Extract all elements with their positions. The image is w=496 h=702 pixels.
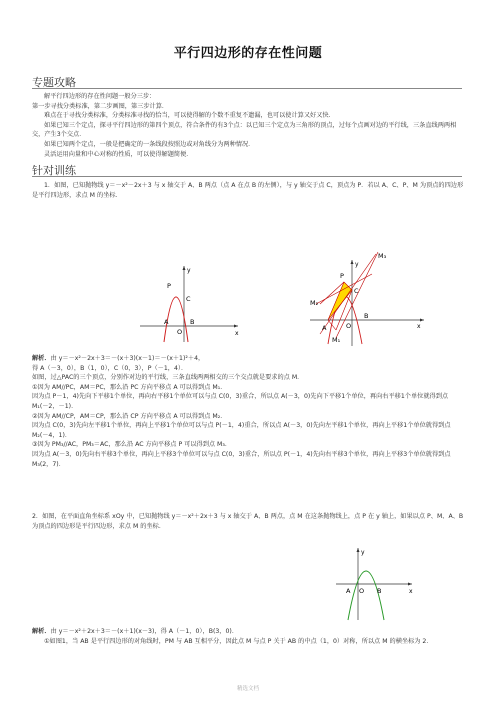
x-axis-label: x [417,323,421,330]
solution-1-line-5: ②因为 AM//CP，AM＝CP，那么沿 CP 方向平移点 A 可以得到点 M₂． [32,412,227,420]
point-c-label: C [354,287,359,295]
point-a-label: A [322,324,327,332]
figure-parallelograms [306,246,428,350]
solution-1-line-3: ①因为 AM//PC，AM＝PC，那么沿 PC 方向平移点 A 可以得到点 M₁． [32,383,227,391]
x-axis-label: x [409,588,413,595]
point-a-label: A [164,318,169,326]
point-b-label: B [364,312,369,320]
y-axis-label: y [187,267,191,274]
x-axis-label: x [235,330,239,337]
problem-2 [32,512,466,531]
solution-1-line-1: 得 A（－3，0），B（1，0），C（0，3），P（－1，4）． [32,364,188,372]
point-a-label: A [346,587,351,595]
problem-1-text: 1．如图，已知抛物线 y＝－x²－2x＋3 与 x 轴交于 A、B 两点（点 A 在点 B 的左侧），与 y 轴交于点 C，顶点为 P．若以 A、C、P、M 为顶点的四边形是平行四边形，求点 M 的坐标． [32,182,464,199]
solution-1-line-4: 因为点 P－1，4)先向下平移1个单位，再向右平移1个单位可以与点 C(0，3)重合，所以点 A(－3，0)先向下平移1个单位，再向右平移1个单位就得到点 M₁(－2，－1)． [32,393,449,410]
solution-1-equation: 由 y＝－x²－2x＋3＝－(x＋3)(x－1)＝－(x＋1)²＋4， [50,355,205,362]
solution-1-line-2: 如图，过△PAC的三个顶点，分别作对边的平行线，三条直线两两相交的三个交点就是要求的点 M． [32,374,304,382]
solution-1 [32,354,466,469]
strategy-line-5: 如果已知两个定点，一般是把确定的一条线段按照边或对角线分为两种情况． [44,140,255,148]
solution-2 [32,627,466,646]
section-heading-practice: 针对训练 [32,164,76,177]
solution-1-line-6: 因为点 C(0，3)先向左平移1个单位，再向上平移1个单位可以与点 P(－1，4)重合，所以点 A(－3，0)先向左平移1个单位，再向上平移1个单位就得到点 M₂(－4，1)． [32,422,451,439]
strategy-line-6: 灵活运用向量和中心对称的性质，可以使得解题简便． [44,150,193,158]
figure-parabola-2 [332,544,416,622]
strategy-line-1: 解平行四边形的存在性问题一般分三步： [44,93,156,100]
solution-2-equation: 由 y＝－x²＋2x＋3＝－(x＋1)(x－3)，得 A（－1，0），B(3，0)． [50,628,239,635]
point-c-label: C [186,295,191,303]
page-footer: 精选文档 [236,686,259,692]
origin-label: O [177,328,183,336]
origin-label: O [346,322,352,330]
y-axis-label: y [361,549,365,556]
point-p-label: P [167,282,171,290]
figure-parabola-1 [134,262,244,344]
strategy-line-3: 难点在于寻找分类标准，分类标准寻找的恰当，可以使得解的个数不重复不遗漏，也可以使计算又好又快． [44,112,335,120]
page-title: 平行四边形的存在性问题 [173,46,323,61]
solution-2-head: 解析． [32,628,51,635]
solution-2-line: ①如图1，当 AB 是平行四边形的对角线时，PM 与 AB 互相平分，因此点 M 与点 P 关于 AB 的中点（1，0）对称，所以点 M 的横坐标为 2． [44,637,433,645]
strategy-text [32,92,466,159]
problem-2-text: 2．如图，在平面直角坐标系 xOy 中，已知抛物线 y＝－x²＋2x＋3 与 x 轴交于 A、B 两点，点 M 在这条抛物线上，点 P 在 y 轴上，如果以点 P、M、A、B 为顶点的四边形是平行四边形，求点 M 的坐标． [32,513,464,530]
point-b-label: B [377,587,382,595]
section-divider [32,88,462,89]
point-m3-label: M₃ [378,252,387,260]
problem-1 [32,181,466,200]
point-m1-label: M₁ [332,336,341,344]
solution-1-line-7: ③因为 PM₃//AC，PM₃＝AC，那么沿 AC 方向平移点 P 可以得到点 M₃． [32,441,232,449]
solution-1-line-8: 因为点 A(－3，0)先向右平移3个单位，再向上平移3个单位可以与点 C(0，3)重合，所以点 P(－1，4)先向右平移3个单位，再向上平移3个单位就得到点 M₃(2，7)． [32,450,451,468]
solution-1-head: 解析． [32,355,51,362]
point-p-label: P [340,272,344,280]
point-b-label: B [190,318,195,326]
section-heading-strategy: 专题攻略 [32,76,76,89]
strategy-line-2: 第一步寻找分类标准，第二步画图，第三步计算． [32,102,169,110]
y-axis-label: y [355,261,359,268]
point-m2-label: M₂ [310,299,319,307]
strategy-line-4: 如果已知三个定点，探寻平行四边形的第四个顶点，符合条件的有3个点：以已知三个定点为三角形的顶点，过每个点画对边的平行线，三条直线两两相交，产生3个交点． [32,121,457,139]
section-divider-2 [32,176,462,177]
origin-label: O [359,587,365,595]
